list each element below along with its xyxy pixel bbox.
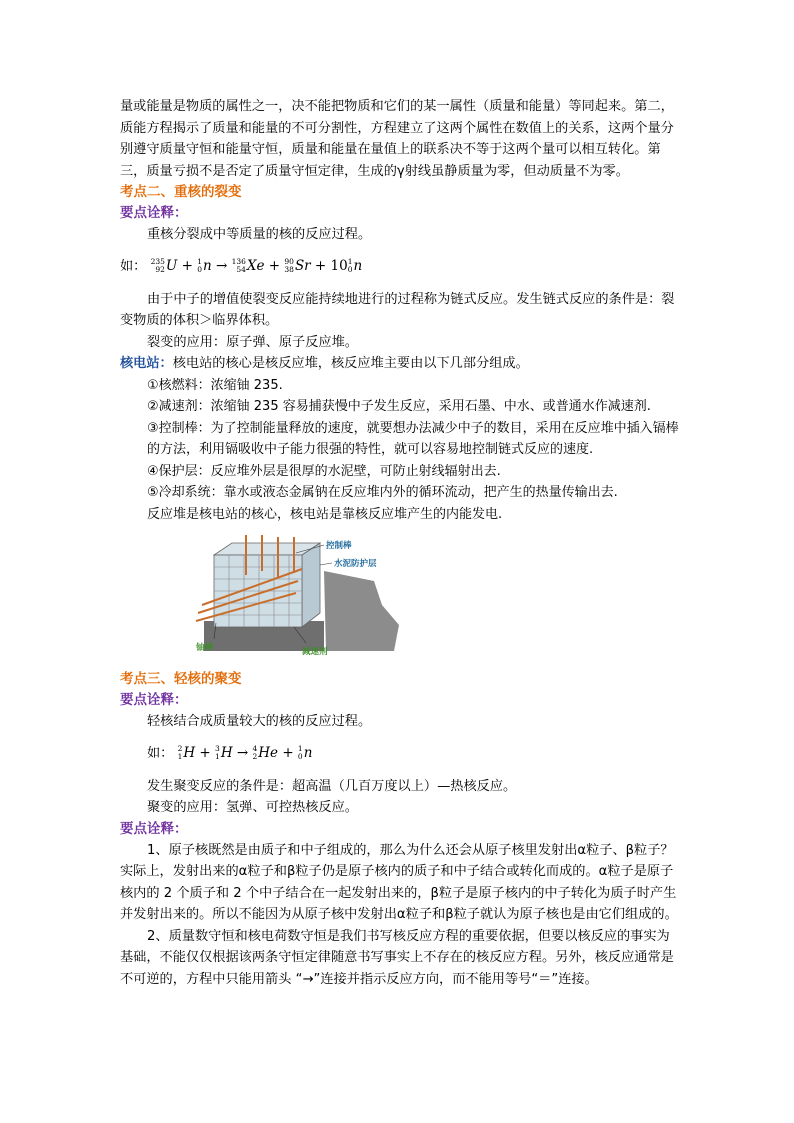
chain-reaction-text: 由于中子的增值使裂变反应能持续地进行的过程称为链式反应。发生链式反应的条件是：裂变物质的体积＞临界体积。 bbox=[120, 291, 675, 328]
power-plant-intro-text: 核电站的核心是核反应堆，核反应堆主要由以下几部分组成。 bbox=[172, 356, 529, 371]
fission-formula: 235 92 U + 1 0 n → 136 54 Xe + 90 38 Sr + 10 1 0 n bbox=[150, 257, 363, 274]
fusion-equation bbox=[120, 739, 680, 768]
label-uranium-rod: 铀棒 bbox=[196, 643, 214, 653]
fusion-condition: 发生聚变反应的条件是：超高温（几百万度以上）—热核反应。 bbox=[147, 778, 517, 794]
fission-definition: 重核分裂成中等质量的核的反应过程。 bbox=[147, 227, 372, 242]
fusion-definition: 轻核结合成质量较大的核的反应过程。 bbox=[147, 714, 372, 729]
section3-key-label: 要点诠释： bbox=[120, 692, 188, 708]
intro-paragraph: 量或能量是物质的属性之一，决不能把物质和它们的某一属性（质量和能量）等同起来。第二，质能方程揭示了质量和能量的不可分割性，方程建立了这两个属性在数值上的关系，这两个量分别遵守质量守恒和能量守恒，质量和能量在量值上的联系决不等于这两个量可以相互转化。第三，质量亏损不是否定了质量守恒定律，生成的γ射线虽静质量为零，但动质量不为零。 bbox=[120, 99, 674, 179]
fission-equation bbox=[120, 252, 680, 281]
power-plant-intro bbox=[120, 353, 680, 375]
plant-summary: 反应堆是核电站的核心，核电站是靠核反应堆产生的内能发电. bbox=[147, 506, 503, 522]
label-cement: 水泥防护层 bbox=[334, 559, 377, 569]
plant-item-control-rod: ③控制棒：为了控制能量释放的速度，就要想办法减少中子的数目，采用在反应堆中插入镉棒的方法，利用镉吸收中子能力很强的特性，就可以容易地控制链式反应的速度. bbox=[147, 420, 679, 457]
plant-item-cooling: ⑤冷却系统：靠水或液态金属钠在反应堆内外的循环流动，把产生的热量传输出去. bbox=[147, 485, 618, 500]
fission-application: 裂变的应用：原子弹、原子反应堆。 bbox=[147, 334, 358, 350]
core-side bbox=[302, 543, 320, 627]
section3-title: 考点三、轻核的聚变 bbox=[120, 671, 242, 687]
plant-item-shield: ④保护层：反应堆外层是很厚的水泥壁，可防止射线辐射出去. bbox=[147, 463, 501, 479]
fusion-application: 聚变的应用：氢弹、可控热核反应。 bbox=[147, 800, 358, 815]
fusion-formula: 2 1 H + 3 1 H → 4 2 He + 1 0 n bbox=[177, 744, 313, 761]
label-control-rod: 控制棒 bbox=[326, 541, 352, 551]
plant-item-moderator: ②减速剂：浓缩铀 235 容易捕获慢中子发生反应，采用石墨、中水、或普通水作减速剂. bbox=[147, 399, 651, 414]
note-paragraph-2: 2、质量数守恒和核电荷数守恒是我们书写核反应方程的重要依据，但要以核反应的事实为基础，不能仅仅根据该两条守恒定律随意书写事实上不存在的核反应方程。另外，核反应通常是不可逆的，方程中只能用箭头 “→”连接并指示反应方向，而不能用等号“＝”连接。 bbox=[120, 928, 674, 987]
note-paragraph-1: 1、原子核既然是由质子和中子组成的，那么为什么还会从原子核里发射出α粒子、β粒子？实际上，发射出来的α粒子和β粒子仍是原子核内的质子和中子结合或转化而成的。α粒子是原子核内的 2 个质子和 2 个中子结合在一起发射出来的，β粒子是原子核内的中子转化为质子时产生并发射出来的。所以不能因为从原子核中发射出α粒子和β粒子就认为原子核也是由它们组成的。 bbox=[120, 842, 678, 922]
fusion-eq-prefix: 如： bbox=[147, 745, 174, 761]
plant-item-fuel: ①核燃料：浓缩铀 235. bbox=[147, 377, 283, 393]
reactor-diagram bbox=[174, 535, 414, 657]
power-plant-label: 核电站： bbox=[120, 356, 173, 371]
label-moderator: 减速剂 bbox=[302, 647, 328, 657]
fission-eq-prefix: 如： bbox=[120, 258, 147, 274]
section2-title: 考点二、重核的裂变 bbox=[120, 184, 242, 200]
notes-key-label: 要点诠释： bbox=[120, 820, 188, 837]
document-page bbox=[120, 96, 680, 990]
section2-key-label: 要点诠释： bbox=[120, 205, 188, 221]
